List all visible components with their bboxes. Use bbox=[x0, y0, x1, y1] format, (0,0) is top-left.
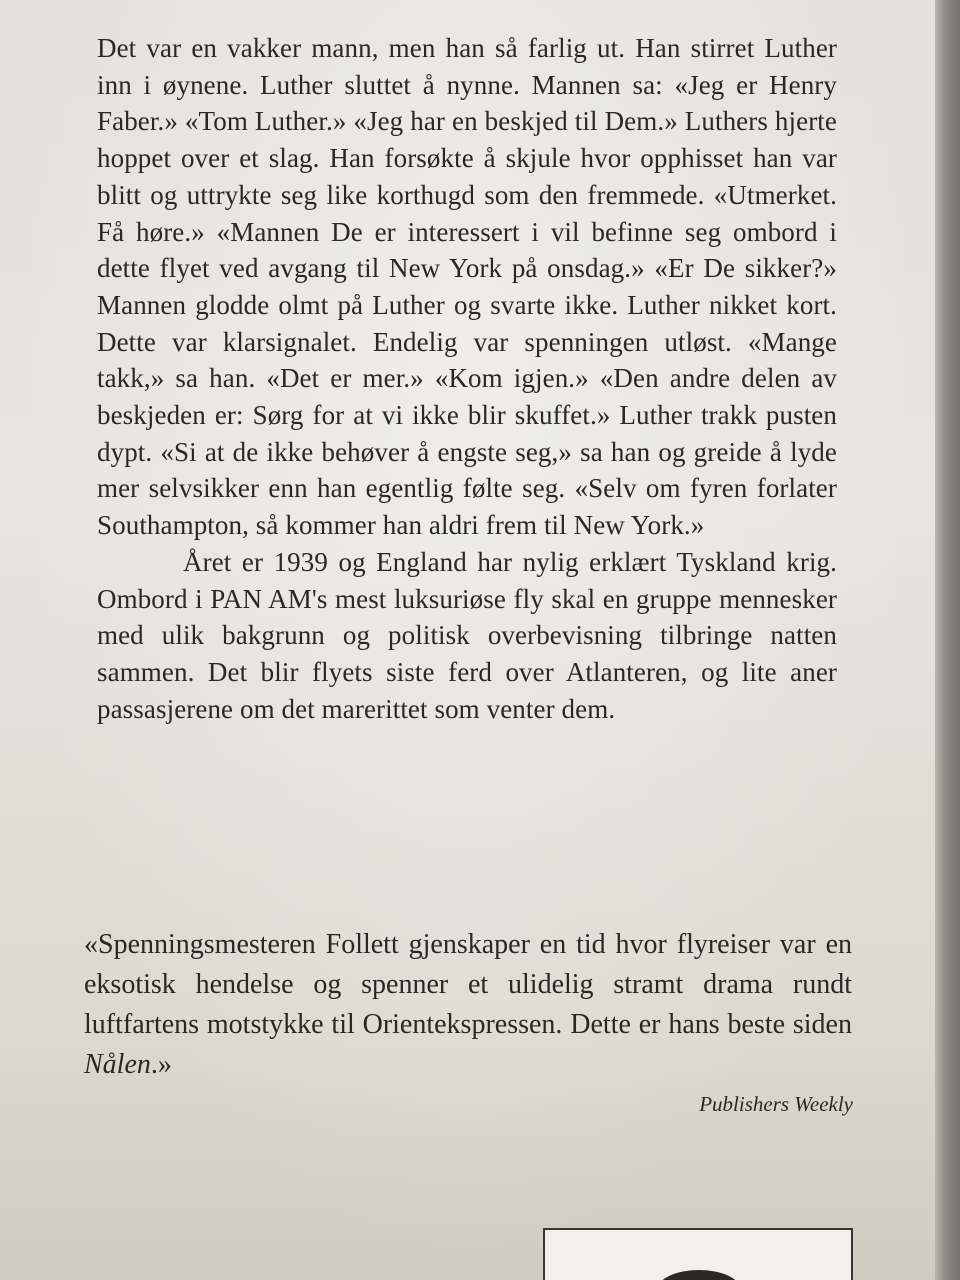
barcode-logo-icon bbox=[657, 1270, 741, 1280]
review-quote-text: «Spenningsmesteren Follett gjenskaper en tid hvor flyreiser var en eksotisk hendelse og spenner et ulidelig stramt drama rundt luftfartens motstykke til Orientekspressen. Dette er hans beste siden bbox=[84, 929, 852, 1040]
blurb-text bbox=[97, 30, 837, 727]
book-spine-edge bbox=[935, 0, 960, 1280]
barcode-box bbox=[543, 1228, 853, 1280]
review-quote-end: .» bbox=[150, 1049, 172, 1080]
blurb-paragraph-2: Året er 1939 og England har nylig erklært Tyskland krig. Ombord i PAN AM's mest luksuriøse fly skal en gruppe mennesker med ulik bakgrunn og politisk overbevisning tilbringe natten sammen. Det blir flyets siste ferd over Atlanteren, og lite aner passasjerene om det marerittet som venter dem. bbox=[97, 546, 837, 724]
review-quote-book-title: Nålen bbox=[84, 1049, 151, 1080]
review-source: Publishers Weekly bbox=[699, 1092, 853, 1116]
blurb-paragraph-1: Det var en vakker mann, men han så farlig ut. Han stirret Luther inn i øynene. Luther sluttet å nynne. Mannen sa: «Jeg er Henry Faber.» «Tom Luther.» «Jeg har en beskjed til Dem.» Luthers hjerte hoppet over et slag. Han forsøkte å skjule hvor opphisset han var blitt og uttrykte seg like korthugd som den fremmede. «Utmerket. Få høre.» «Mannen De er interessert i vil befinne seg ombord i dette flyet ved avgang til New York på onsdag.» «Er De sikker?» Mannen glodde olmt på Luther og svarte ikke. Luther nikket kort. Dette var klarsignalet. Endelig var spenningen utløst. «Mange takk,» sa han. «Det er mer.» «Kom igjen.» «Den andre delen av beskjeden er: Sørg for at vi ikke blir skuffet.» Luther trakk pusten dypt. «Si at de ikke behøver å engste seg,» sa han og greide å lyde mer selvsikker enn han egentlig følte seg. «Selv om fyren forlater Southampton, så kommer han aldri frem til New York.» bbox=[97, 33, 837, 541]
review-quote bbox=[84, 925, 852, 1085]
